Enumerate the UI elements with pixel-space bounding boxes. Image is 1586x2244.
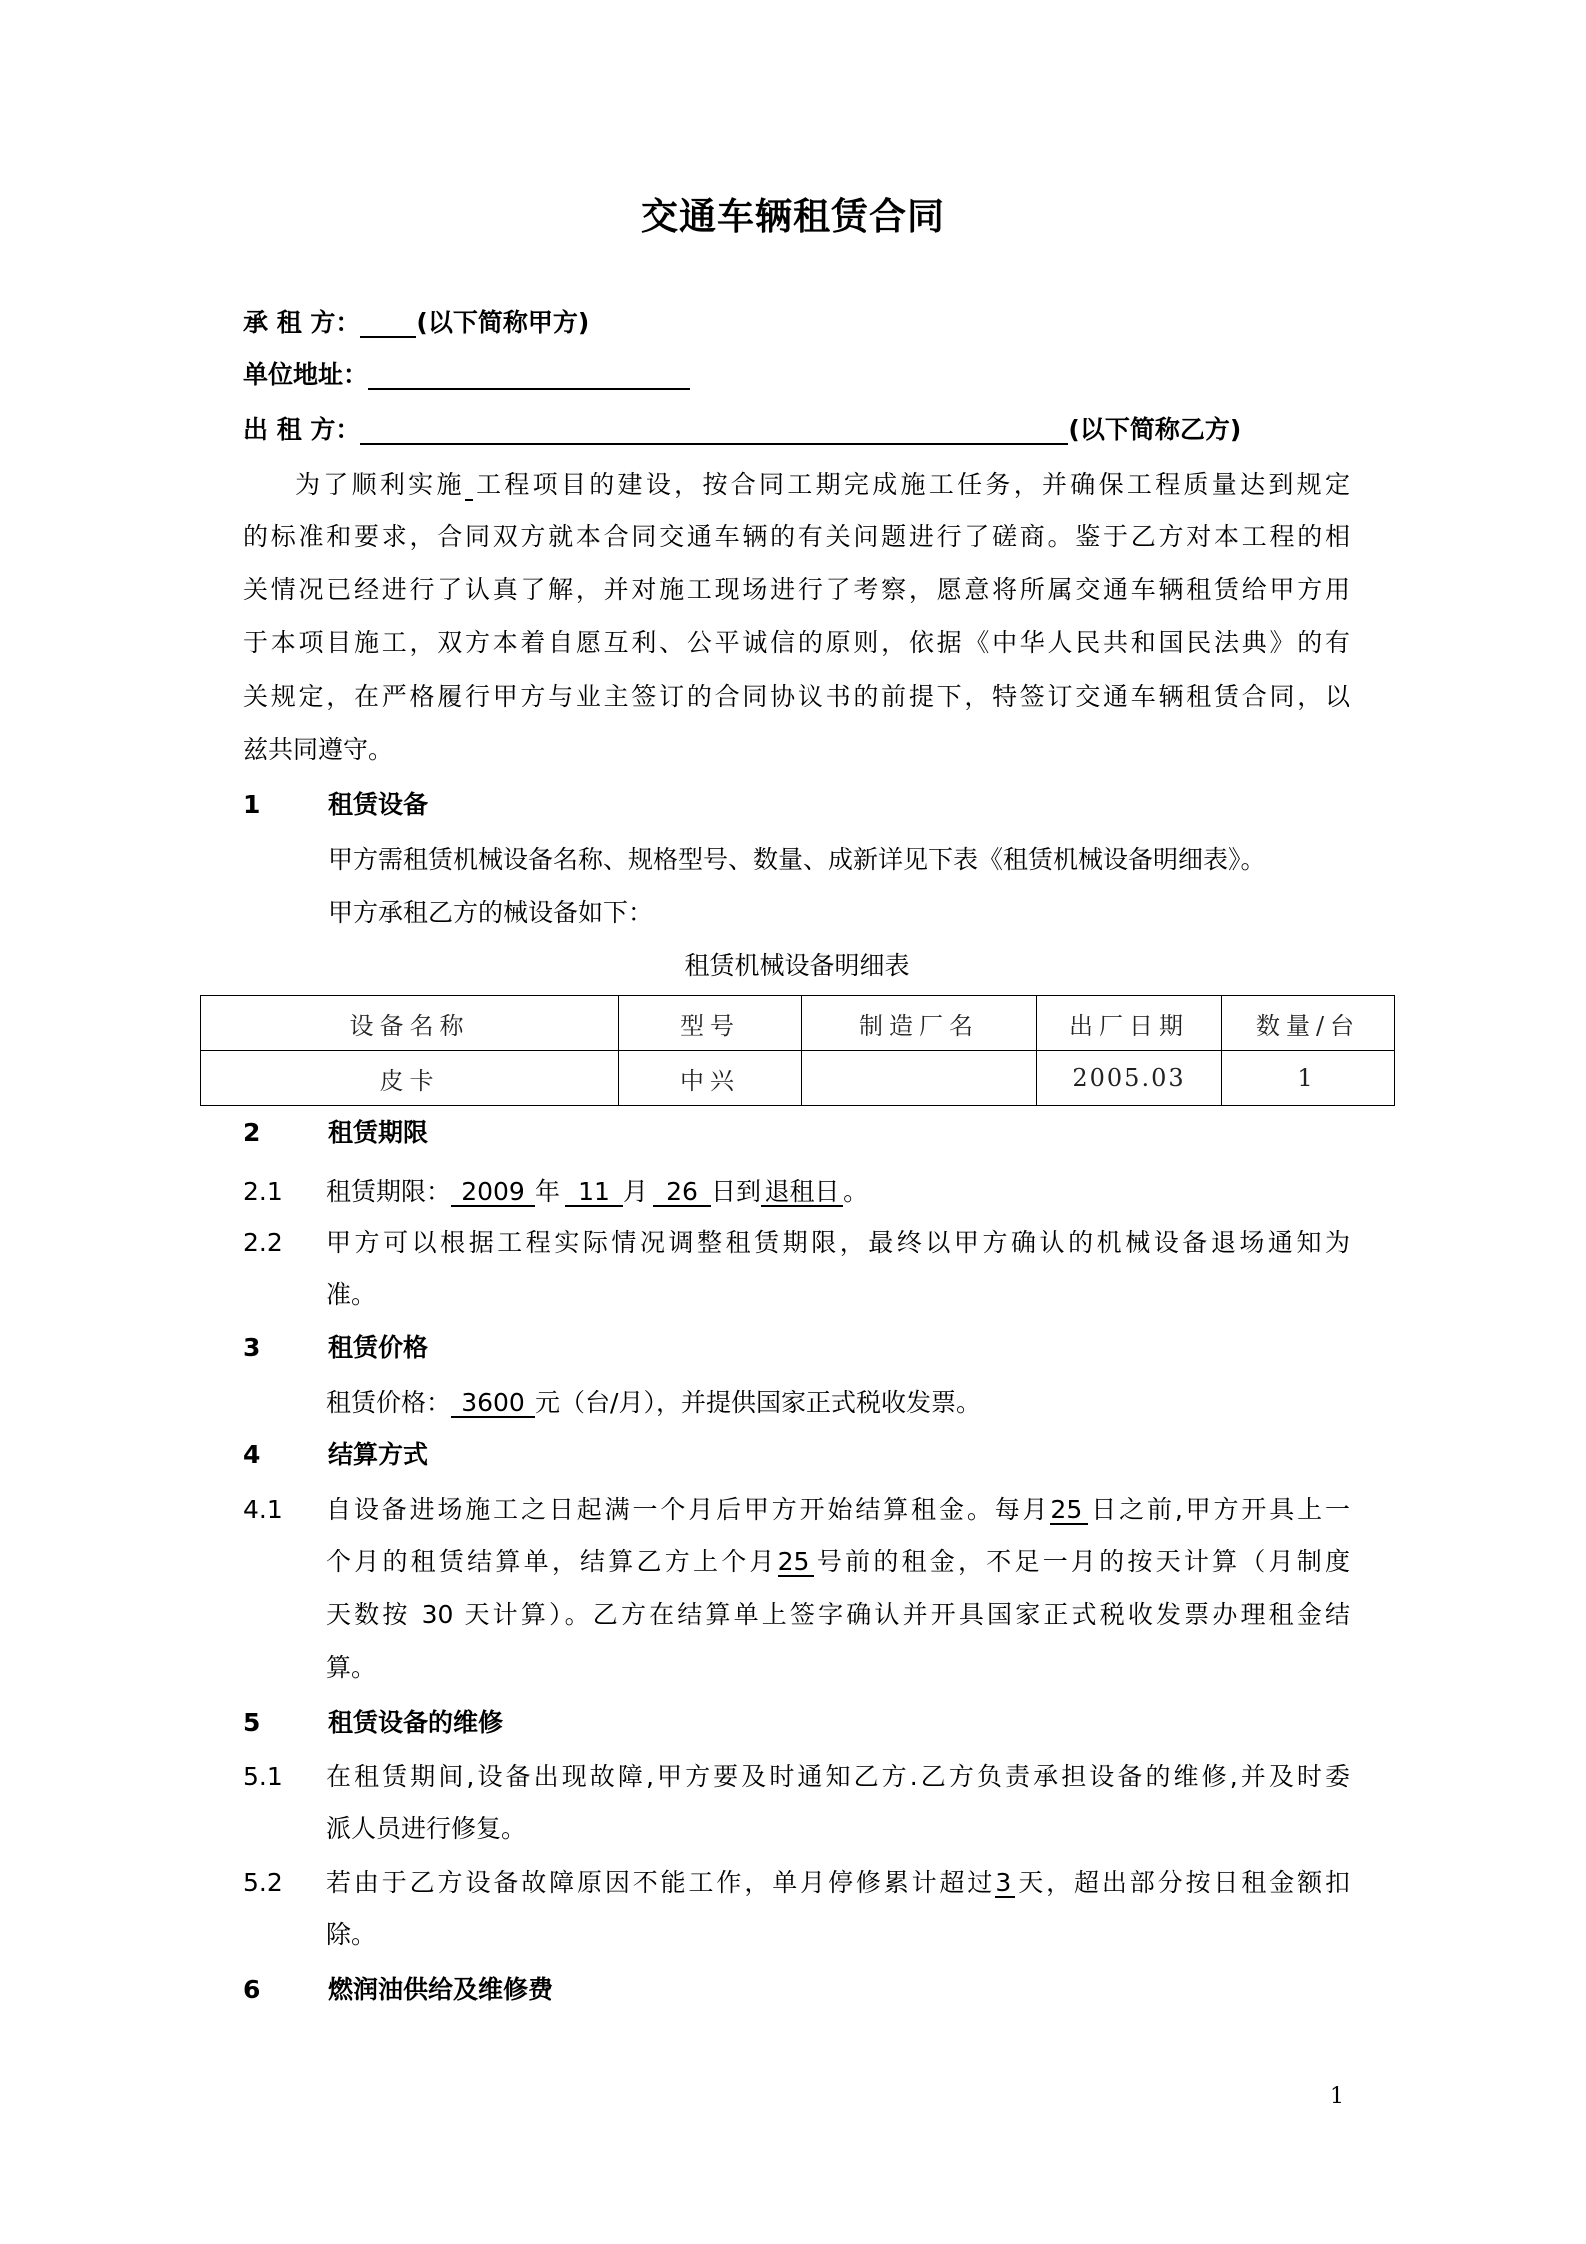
header-model: 型号 [619, 996, 802, 1051]
item-5-2-line-1 [326, 1866, 1350, 1900]
item-4-1-line-2 [326, 1545, 1350, 1579]
section-1-line-2: 甲方承租乙方的械设备如下： [328, 898, 654, 927]
end-punct: 。 [843, 1177, 869, 1206]
cell-manufacturer [802, 1051, 1037, 1106]
settlement-cutoff-day-field[interactable]: 25 [778, 1545, 814, 1577]
header-quantity: 数量/台 [1222, 996, 1395, 1051]
cell-equipment-name: 皮卡 [201, 1051, 619, 1106]
header-equipment-name: 设备名称 [201, 996, 619, 1051]
preamble-line-5: 关规定，在严格履行甲方与业主签订的合同协议书的前提下，特签订交通车辆租赁合同，以 [243, 682, 1350, 711]
address-field[interactable] [368, 358, 690, 390]
item-2-2-line-2: 准。 [326, 1280, 377, 1309]
lessor-label: 出 租 方： [243, 415, 361, 444]
item-5-1-line-1: 在租赁期间,设备出现故障,甲方要及时通知乙方.乙方负责承担设备的维修,并及时委 [326, 1762, 1350, 1791]
table-row [201, 1051, 1395, 1106]
preamble-text: 为了顺利实施 [295, 470, 465, 499]
preamble-line-6: 兹共同遵守。 [243, 735, 394, 764]
preamble-line-2: 的标准和要求，合同双方就本合同交通车辆的有关问题进行了磋商。鉴于乙方对本工程的相 [243, 522, 1350, 551]
day-unit: 日到 [711, 1177, 762, 1206]
cell-quantity: 1 [1222, 1051, 1395, 1106]
equipment-table [200, 995, 1395, 1106]
month-unit: 月 [623, 1177, 649, 1206]
start-month-field[interactable]: 11 [565, 1175, 623, 1207]
lease-term-label: 租赁期限： [326, 1177, 452, 1206]
price-line [326, 1386, 981, 1420]
preamble-line-4: 于本项目施工，双方本着自愿互利、公平诚信的原则，依据《中华人民共和国民法典》的有 [243, 628, 1350, 657]
item-2-2-number: 2.2 [243, 1228, 283, 1257]
section-2-number: 2 [243, 1118, 261, 1147]
section-3-number: 3 [243, 1333, 261, 1362]
settlement-text: 自设备进场施工之日起满一个月后甲方开始结算租金。每月 [326, 1495, 1051, 1524]
item-5-1-line-2: 派人员进行修复。 [326, 1814, 527, 1843]
start-day-field[interactable]: 26 [653, 1175, 711, 1207]
section-3-heading: 租赁价格 [328, 1333, 429, 1362]
cell-production-date: 2005.03 [1037, 1051, 1222, 1106]
section-2-heading: 租赁期限 [328, 1118, 429, 1147]
settlement-text: 日之前,甲方开具上一 [1088, 1495, 1350, 1524]
section-5-number: 5 [243, 1708, 261, 1737]
project-name-blank[interactable] [465, 468, 473, 501]
item-4-1-line-4: 算。 [326, 1653, 377, 1682]
start-year-field[interactable]: 2009 [451, 1175, 535, 1207]
repair-text: 天，超出部分按日租金额扣 [1015, 1868, 1350, 1897]
price-field[interactable]: 3600 [451, 1386, 535, 1418]
section-1-number: 1 [243, 790, 261, 819]
section-1-line-1: 甲方需租赁机械设备名称、规格型号、数量、成新详见下表《租赁机械设备明细表》。 [328, 845, 1266, 874]
table-caption: 租赁机械设备明细表 [684, 951, 910, 980]
settlement-text: 个月的租赁结算单，结算乙方上个月 [326, 1547, 778, 1576]
end-date-field[interactable]: 退租日 [761, 1175, 843, 1207]
item-4-1-line-3: 天数按 30 天计算）。乙方在结算单上签字确认并开具国家正式税收发票办理租金结 [326, 1600, 1350, 1629]
downtime-days-field[interactable]: 3 [995, 1866, 1015, 1898]
item-2-1-text [326, 1175, 868, 1209]
section-4-number: 4 [243, 1440, 261, 1469]
repair-text: 若由于乙方设备故障原因不能工作，单月停修累计超过 [326, 1868, 996, 1897]
price-suffix: 元（台/月），并提供国家正式税收发票。 [535, 1388, 981, 1417]
lessee-row [243, 306, 589, 340]
year-unit: 年 [535, 1177, 561, 1206]
section-6-heading: 燃润油供给及维修费 [328, 1975, 554, 2004]
settlement-text: 号前的租金，不足一月的按天计算（月制度 [813, 1547, 1350, 1576]
preamble-line-3: 关情况已经进行了认真了解，并对施工现场进行了考察，愿意将所属交通车辆租赁给甲方用 [243, 575, 1350, 604]
table-header-row [201, 996, 1395, 1051]
lessee-field[interactable] [360, 306, 416, 338]
price-label: 租赁价格： [326, 1388, 452, 1417]
section-1-heading: 租赁设备 [328, 790, 429, 819]
section-6-number: 6 [243, 1975, 261, 2004]
lessor-suffix: (以下简称乙方) [1068, 415, 1242, 444]
section-4-heading: 结算方式 [328, 1440, 429, 1469]
settlement-day-field[interactable]: 25 [1050, 1493, 1088, 1525]
header-manufacturer: 制造厂名 [802, 996, 1037, 1051]
header-production-date: 出厂日期 [1037, 996, 1222, 1051]
item-5-1-number: 5.1 [243, 1762, 283, 1791]
page-number: 1 [1330, 2084, 1344, 2109]
cell-model: 中兴 [619, 1051, 802, 1106]
item-4-1-number: 4.1 [243, 1495, 283, 1524]
lessee-suffix: (以下简称甲方) [416, 308, 590, 337]
lessee-label: 承 租 方： [243, 308, 361, 337]
lessor-field[interactable] [360, 413, 1068, 445]
address-label: 单位地址： [243, 360, 369, 389]
section-5-heading: 租赁设备的维修 [328, 1708, 504, 1737]
item-5-2-number: 5.2 [243, 1868, 283, 1897]
item-2-1-number: 2.1 [243, 1177, 283, 1206]
preamble-text: 工程项目的建设，按合同工期完成施工任务，并确保工程质量达到规定 [472, 470, 1350, 499]
item-2-2-line-1: 甲方可以根据工程实际情况调整租赁期限，最终以甲方确认的机械设备退场通知为 [326, 1228, 1350, 1257]
address-row [243, 358, 690, 392]
document-title: 交通车辆租赁合同 [641, 195, 945, 238]
preamble-line-1 [295, 468, 1350, 502]
lessor-row [243, 413, 1241, 447]
item-5-2-line-2: 除。 [326, 1920, 377, 1949]
item-4-1-line-1 [326, 1493, 1350, 1527]
